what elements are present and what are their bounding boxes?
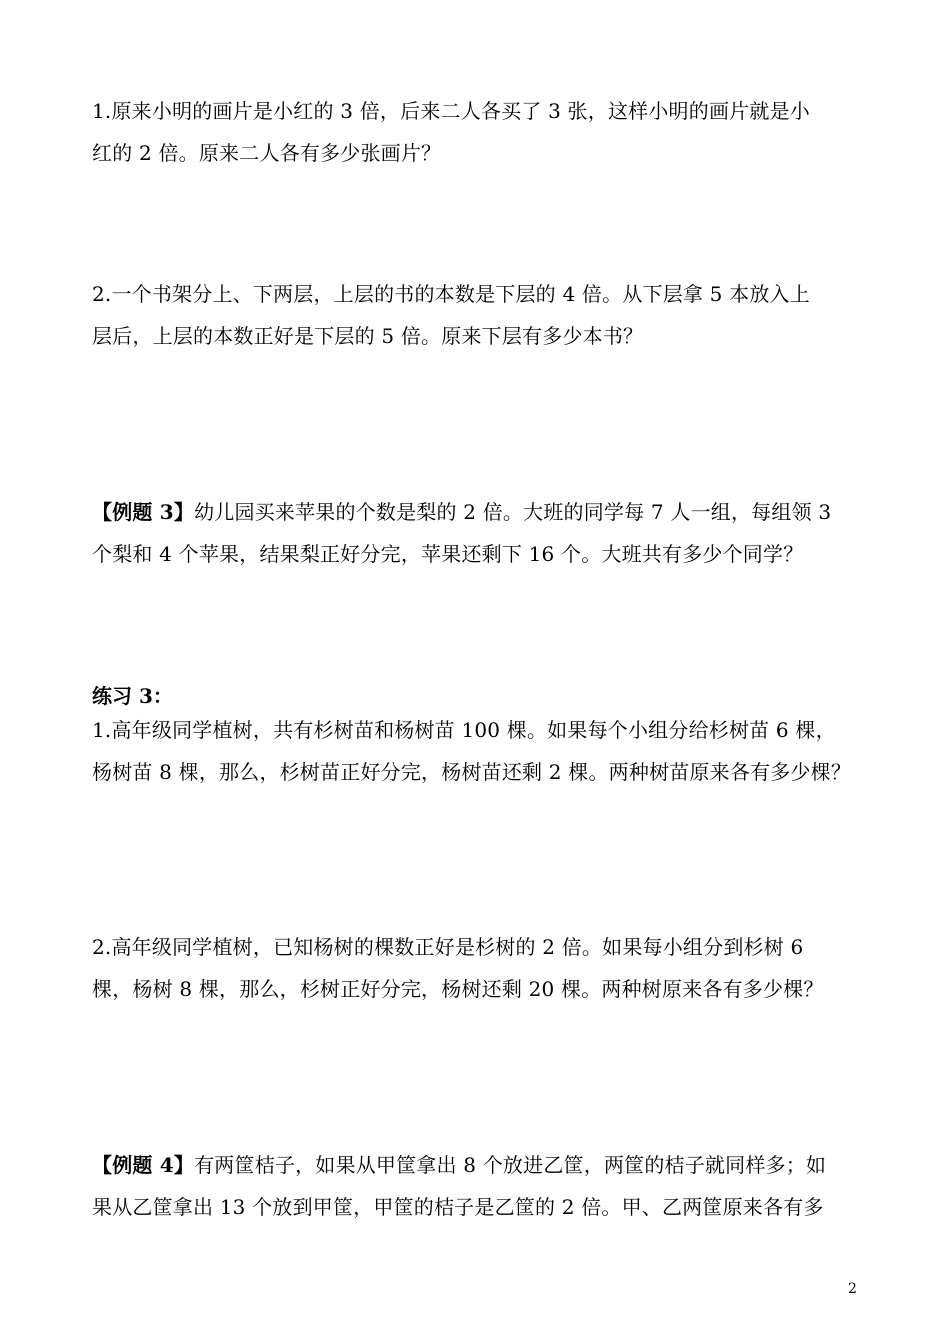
- practice-3-item-2-line-1: 2.高年级同学植树，已知杨树的棵数正好是杉树的 2 倍。如果每小组分到杉树 6: [92, 935, 804, 959]
- example-4-label: 【例题 4】: [92, 1153, 195, 1177]
- example-4-line-2: 果从乙筐拿出 13 个放到甲筐，甲筐的桔子是乙筐的 2 倍。甲、乙两筐原来各有多: [92, 1195, 824, 1219]
- practice-3-item-2-line-2: 棵，杨树 8 棵，那么，杉树正好分完，杨树还剩 20 棵。两种树原来各有多少棵？: [92, 977, 824, 1001]
- problem-2: [92, 273, 862, 357]
- practice-3-item-1: [92, 709, 862, 793]
- example-4-text-1: 有两筐桔子，如果从甲筐拿出 8 个放进乙筐，两筐的桔子就同样多；如: [194, 1153, 827, 1177]
- problem-1: [92, 90, 862, 174]
- practice-3-item-1-line-2: 杨树苗 8 棵，那么，杉树苗正好分完，杨树苗还剩 2 棵。两种树苗原来各有多少棵？: [92, 760, 852, 784]
- problem-2-line-1: 2.一个书架分上、下两层，上层的书的本数是下层的 4 倍。从下层拿 5 本放入上: [92, 282, 810, 306]
- problem-1-line-2: 红的 2 倍。原来二人各有多少张画片？: [92, 141, 442, 165]
- practice-3-item-2: [92, 926, 862, 1010]
- example-3: [92, 491, 862, 575]
- problem-1-line-1: 1.原来小明的画片是小红的 3 倍，后来二人各买了 3 张，这样小明的画片就是小: [92, 99, 810, 123]
- practice-3-heading: 练习 3：: [92, 684, 173, 708]
- example-4-line-1: [92, 1144, 862, 1186]
- example-3-line-2: 个梨和 4 个苹果，结果梨正好分完，苹果还剩下 16 个。大班共有多少个同学？: [92, 542, 804, 566]
- example-3-text-1: 幼儿园买来苹果的个数是梨的 2 倍。大班的同学每 7 人一组，每组领 3: [194, 500, 832, 524]
- example-3-line-1: [92, 491, 862, 533]
- problem-2-line-2: 层后，上层的本数正好是下层的 5 倍。原来下层有多少本书？: [92, 324, 644, 348]
- example-3-label: 【例题 3】: [92, 500, 195, 524]
- practice-3-item-1-line-1: 1.高年级同学植树，共有杉树苗和杨树苗 100 棵。如果每个小组分给杉树苗 6 棵，: [92, 718, 836, 742]
- example-4: [92, 1144, 862, 1228]
- page-number: 2: [848, 1281, 857, 1297]
